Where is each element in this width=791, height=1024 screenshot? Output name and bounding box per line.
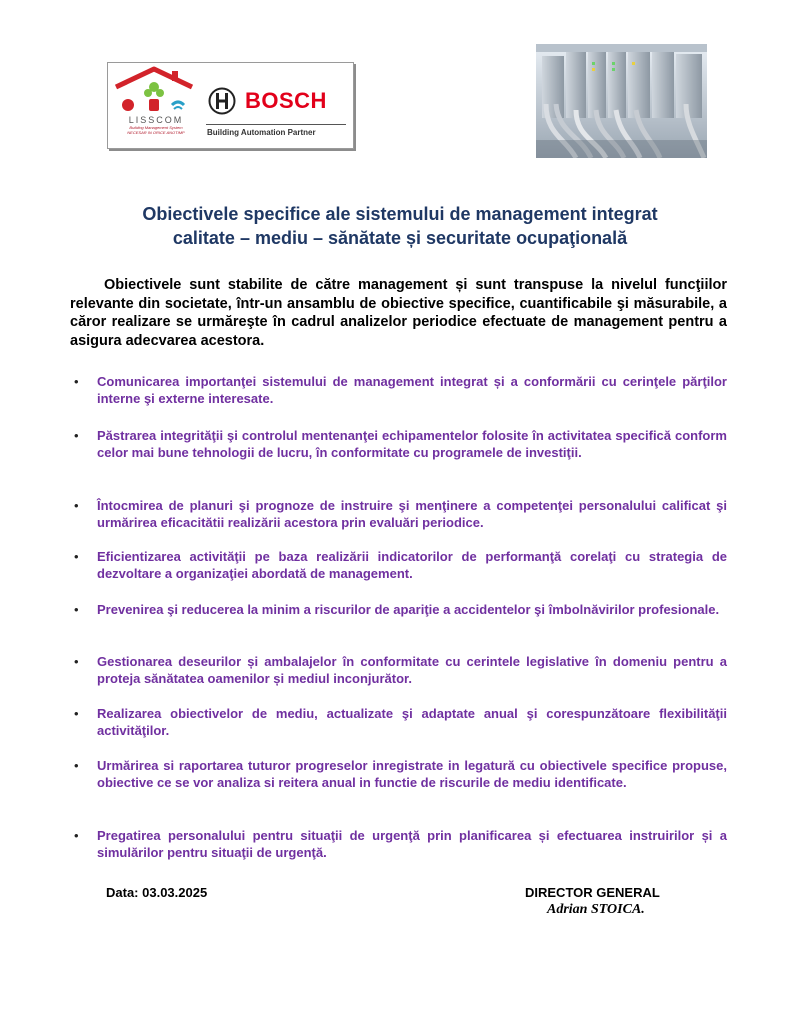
bullet-icon: • xyxy=(74,602,79,617)
intro-paragraph: Obiectivele sunt stabilite de către management și sunt transpuse la nivelul funcţiilor relevante din societate, într-un ansamblu de obiective specifice, cuantificabile şi măsurabile, a căror realizare se urmăreşte în cadrul analizelor periodice efectuate de management pentru a asigura adecvarea acestora. xyxy=(70,277,727,349)
bosch-divider xyxy=(206,124,346,125)
director-title: DIRECTOR GENERAL xyxy=(525,885,660,900)
bosch-tagline: Building Automation Partner xyxy=(207,128,316,137)
bullet-icon: • xyxy=(74,374,79,389)
objective-text: Eficientizarea activităţii pe baza realizării indicatorilor de performanţă corelaţi cu strategia de dezvoltare a organizaţiei abordată de management. xyxy=(97,549,727,581)
page-title-line-1: Obiectivele specifice ale sistemului de management integrat xyxy=(142,204,658,224)
lisscom-tagline xyxy=(114,125,198,135)
lisscom-logo xyxy=(110,65,198,145)
partner-logo-box xyxy=(107,62,354,149)
objective-text: Pregatirea personalului pentru situaţii de urgenţă prin planificarea și efectuarea instruirilor și a simulărilor pentru situaţii de urgenţă. xyxy=(97,828,727,860)
bullet-icon: • xyxy=(74,654,79,669)
objective-text: Comunicarea importanţei sistemului de management integrat și a conformării cu cerinţele părţilor interne şi externe interesate. xyxy=(97,374,727,406)
bosch-logo xyxy=(203,71,351,143)
bullet-icon: • xyxy=(74,549,79,564)
bullet-icon: • xyxy=(74,758,79,773)
document-date: Data: 03.03.2025 xyxy=(106,885,208,900)
page-title-line-2: calitate – mediu – sănătate și securitate ocupaţională xyxy=(172,228,628,248)
bullet-icon: • xyxy=(74,428,79,443)
objective-text: Realizarea obiectivelor de mediu, actualizate şi adaptate anual şi corespunzătoare flexibilităţii activităţilor. xyxy=(97,706,727,738)
lisscom-wordmark: LISSCOM xyxy=(128,115,184,125)
page-title xyxy=(60,202,740,250)
bullet-icon: • xyxy=(74,828,79,843)
automation-equipment-image xyxy=(536,44,707,158)
objective-text: Gestionarea deseurilor și ambalajelor în conformitate cu cerintele legislative în domeniu pentru a proteja sănătatea oamenilor și mediul inconjurător. xyxy=(97,654,727,686)
objective-text: Prevenirea şi reducerea la minim a riscurilor de apariţie a accidentelor şi îmbolnăvirilor profesionale. xyxy=(97,602,720,617)
bullet-icon: • xyxy=(74,706,79,721)
lisscom-tagline-line-1: Building Management System xyxy=(129,125,183,130)
bullet-icon: • xyxy=(74,498,79,513)
lisscom-tagline-line-2: NECESAR IN ORICE ANOTIMP xyxy=(127,130,185,135)
objective-text: Păstrarea integrităţii şi controlul mentenanţei echipamentelor folosite în activitatea specifică conform celor mai bune tehnologii de lucru, în conformitate cu programele de investiţii. xyxy=(97,428,727,460)
director-signature-name: Adrian STOICA. xyxy=(547,902,645,917)
objective-text: Urmărirea si raportarea tuturor progreselor inregistrate in legatură cu obiectivele specifice propuse, obiective ce se vor analiza si reitera anual in functie de riscurile de mediu identificate. xyxy=(97,758,727,790)
objective-text: Întocmirea de planuri şi prognoze de instruire şi menţinere a competenţei personalului calificat şi urmărirea eficacitătii realizării acestora prin evaluări periodice. xyxy=(97,498,727,530)
bosch-armature-icon xyxy=(208,87,236,115)
bosch-wordmark: BOSCH xyxy=(245,88,327,113)
